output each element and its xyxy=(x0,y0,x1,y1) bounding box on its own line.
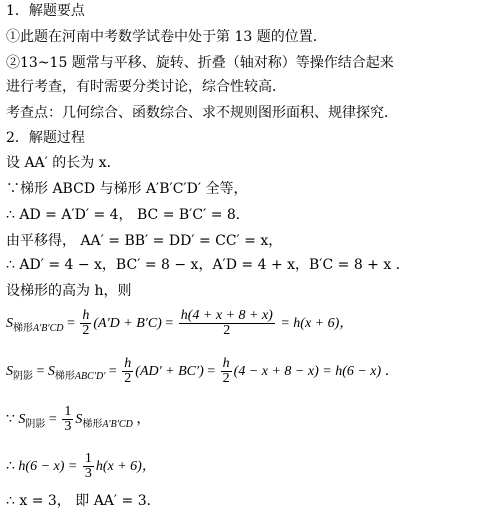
fraction xyxy=(122,357,133,386)
step-4: 由平移得， AA′ = BB′ = DD′ = CC′ = x， xyxy=(6,233,283,249)
step-3: ∴ AD = A′D′ = 4， BC = B′C′ = 8． xyxy=(6,207,250,223)
formula-area-relation xyxy=(6,403,150,442)
section2-heading: 2．解题过程 xyxy=(6,130,85,146)
fraction-denominator: 3 xyxy=(84,466,92,482)
formula-subscript xyxy=(82,419,132,430)
formula-subscript: 阴影 xyxy=(13,371,33,382)
step-1: 设 AA′ 的长为 x． xyxy=(6,155,121,171)
formula-term: (AD′ + BC′) xyxy=(135,364,204,379)
formula-term: (4 − x + 8 − x) = h(6 − x) ． xyxy=(233,364,399,379)
fraction xyxy=(179,309,275,338)
fraction xyxy=(83,452,94,481)
fraction-numerator: h xyxy=(222,356,230,372)
formula-term: h(x + 6)， xyxy=(95,459,156,474)
equals-sign: = xyxy=(207,364,219,379)
fraction-numerator: 1 xyxy=(64,404,72,420)
therefore-symbol: ∴ xyxy=(6,459,19,474)
conclusion: ∴ x = 3， 即 AA′ = 3． xyxy=(6,493,161,509)
step-5: ∴ AD′ = 4 − x，BC′ = 8 − x，A′D = 4 + x，B′C = 8 + x ． xyxy=(6,257,410,273)
fraction-numerator: 1 xyxy=(84,451,92,467)
exam-points: 考查点：几何综合、函数综合、求不规则图形面积、规律探究． xyxy=(6,105,398,121)
fraction-denominator: 2 xyxy=(124,371,132,387)
step-6: 设梯形的高为 h，则 xyxy=(6,283,132,299)
fraction-denominator: 2 xyxy=(222,371,230,387)
point-2-line-2: 进行考查，有时需要分类讨论，综合性较高． xyxy=(6,79,286,95)
formula-subscript: 阴影 xyxy=(25,419,46,430)
fraction xyxy=(80,309,91,338)
step-2: ∵梯形 ABCD 与梯形 A′B′C′D′ 全等， xyxy=(6,181,248,197)
fraction-numerator: h(4 + x + 8 + x) xyxy=(180,308,273,324)
formula-symbol: S xyxy=(6,364,13,379)
formula-equation xyxy=(6,450,156,484)
equals-sign: = xyxy=(66,316,79,331)
formula-term: = h(x + 6)， xyxy=(276,316,354,331)
point-2-line-1: ②13~15 题常与平移、旋转、折叠（轴对称）等操作结合起来 xyxy=(6,55,394,71)
section1-heading: 1．解题要点 xyxy=(6,3,85,19)
fraction-numerator: h xyxy=(124,356,132,372)
fraction-denominator: 3 xyxy=(64,419,72,435)
fraction-denominator: 2 xyxy=(82,323,90,339)
formula-symbol: S xyxy=(47,364,55,379)
fraction-numerator: h xyxy=(82,308,90,324)
subscript-text: 梯形 xyxy=(82,419,103,430)
equals-sign: = xyxy=(48,412,61,427)
fraction xyxy=(221,357,232,386)
formula-term: h(6 − x) = xyxy=(18,459,81,474)
formula-symbol: S xyxy=(18,412,26,427)
subscript-text: 梯形 xyxy=(13,323,33,334)
because-symbol: ∵ xyxy=(6,412,19,427)
formula-area-shaded xyxy=(6,355,399,394)
formula-subscript xyxy=(13,323,63,334)
formula-area-trapezoid xyxy=(6,307,353,346)
fraction xyxy=(62,405,73,434)
formula-symbol: S xyxy=(6,316,13,331)
equals-sign: = xyxy=(36,364,48,379)
formula-term: (A′D + B′C) xyxy=(93,316,162,331)
subscript-text: 梯形 xyxy=(54,371,75,382)
subscript-label: ABC′D′ xyxy=(74,371,106,382)
formula-subscript xyxy=(55,371,105,382)
equals-sign: = xyxy=(108,364,121,379)
subscript-label: A′B′CD xyxy=(102,419,133,430)
equals-sign: = xyxy=(165,316,177,331)
fraction-denominator: 2 xyxy=(223,323,231,339)
subscript-label: A′B′CD xyxy=(33,323,64,334)
formula-term: ， xyxy=(132,412,151,427)
formula-symbol: S xyxy=(75,412,83,427)
point-1: ①此题在河南中考数学试卷中处于第 13 题的位置． xyxy=(6,29,327,45)
